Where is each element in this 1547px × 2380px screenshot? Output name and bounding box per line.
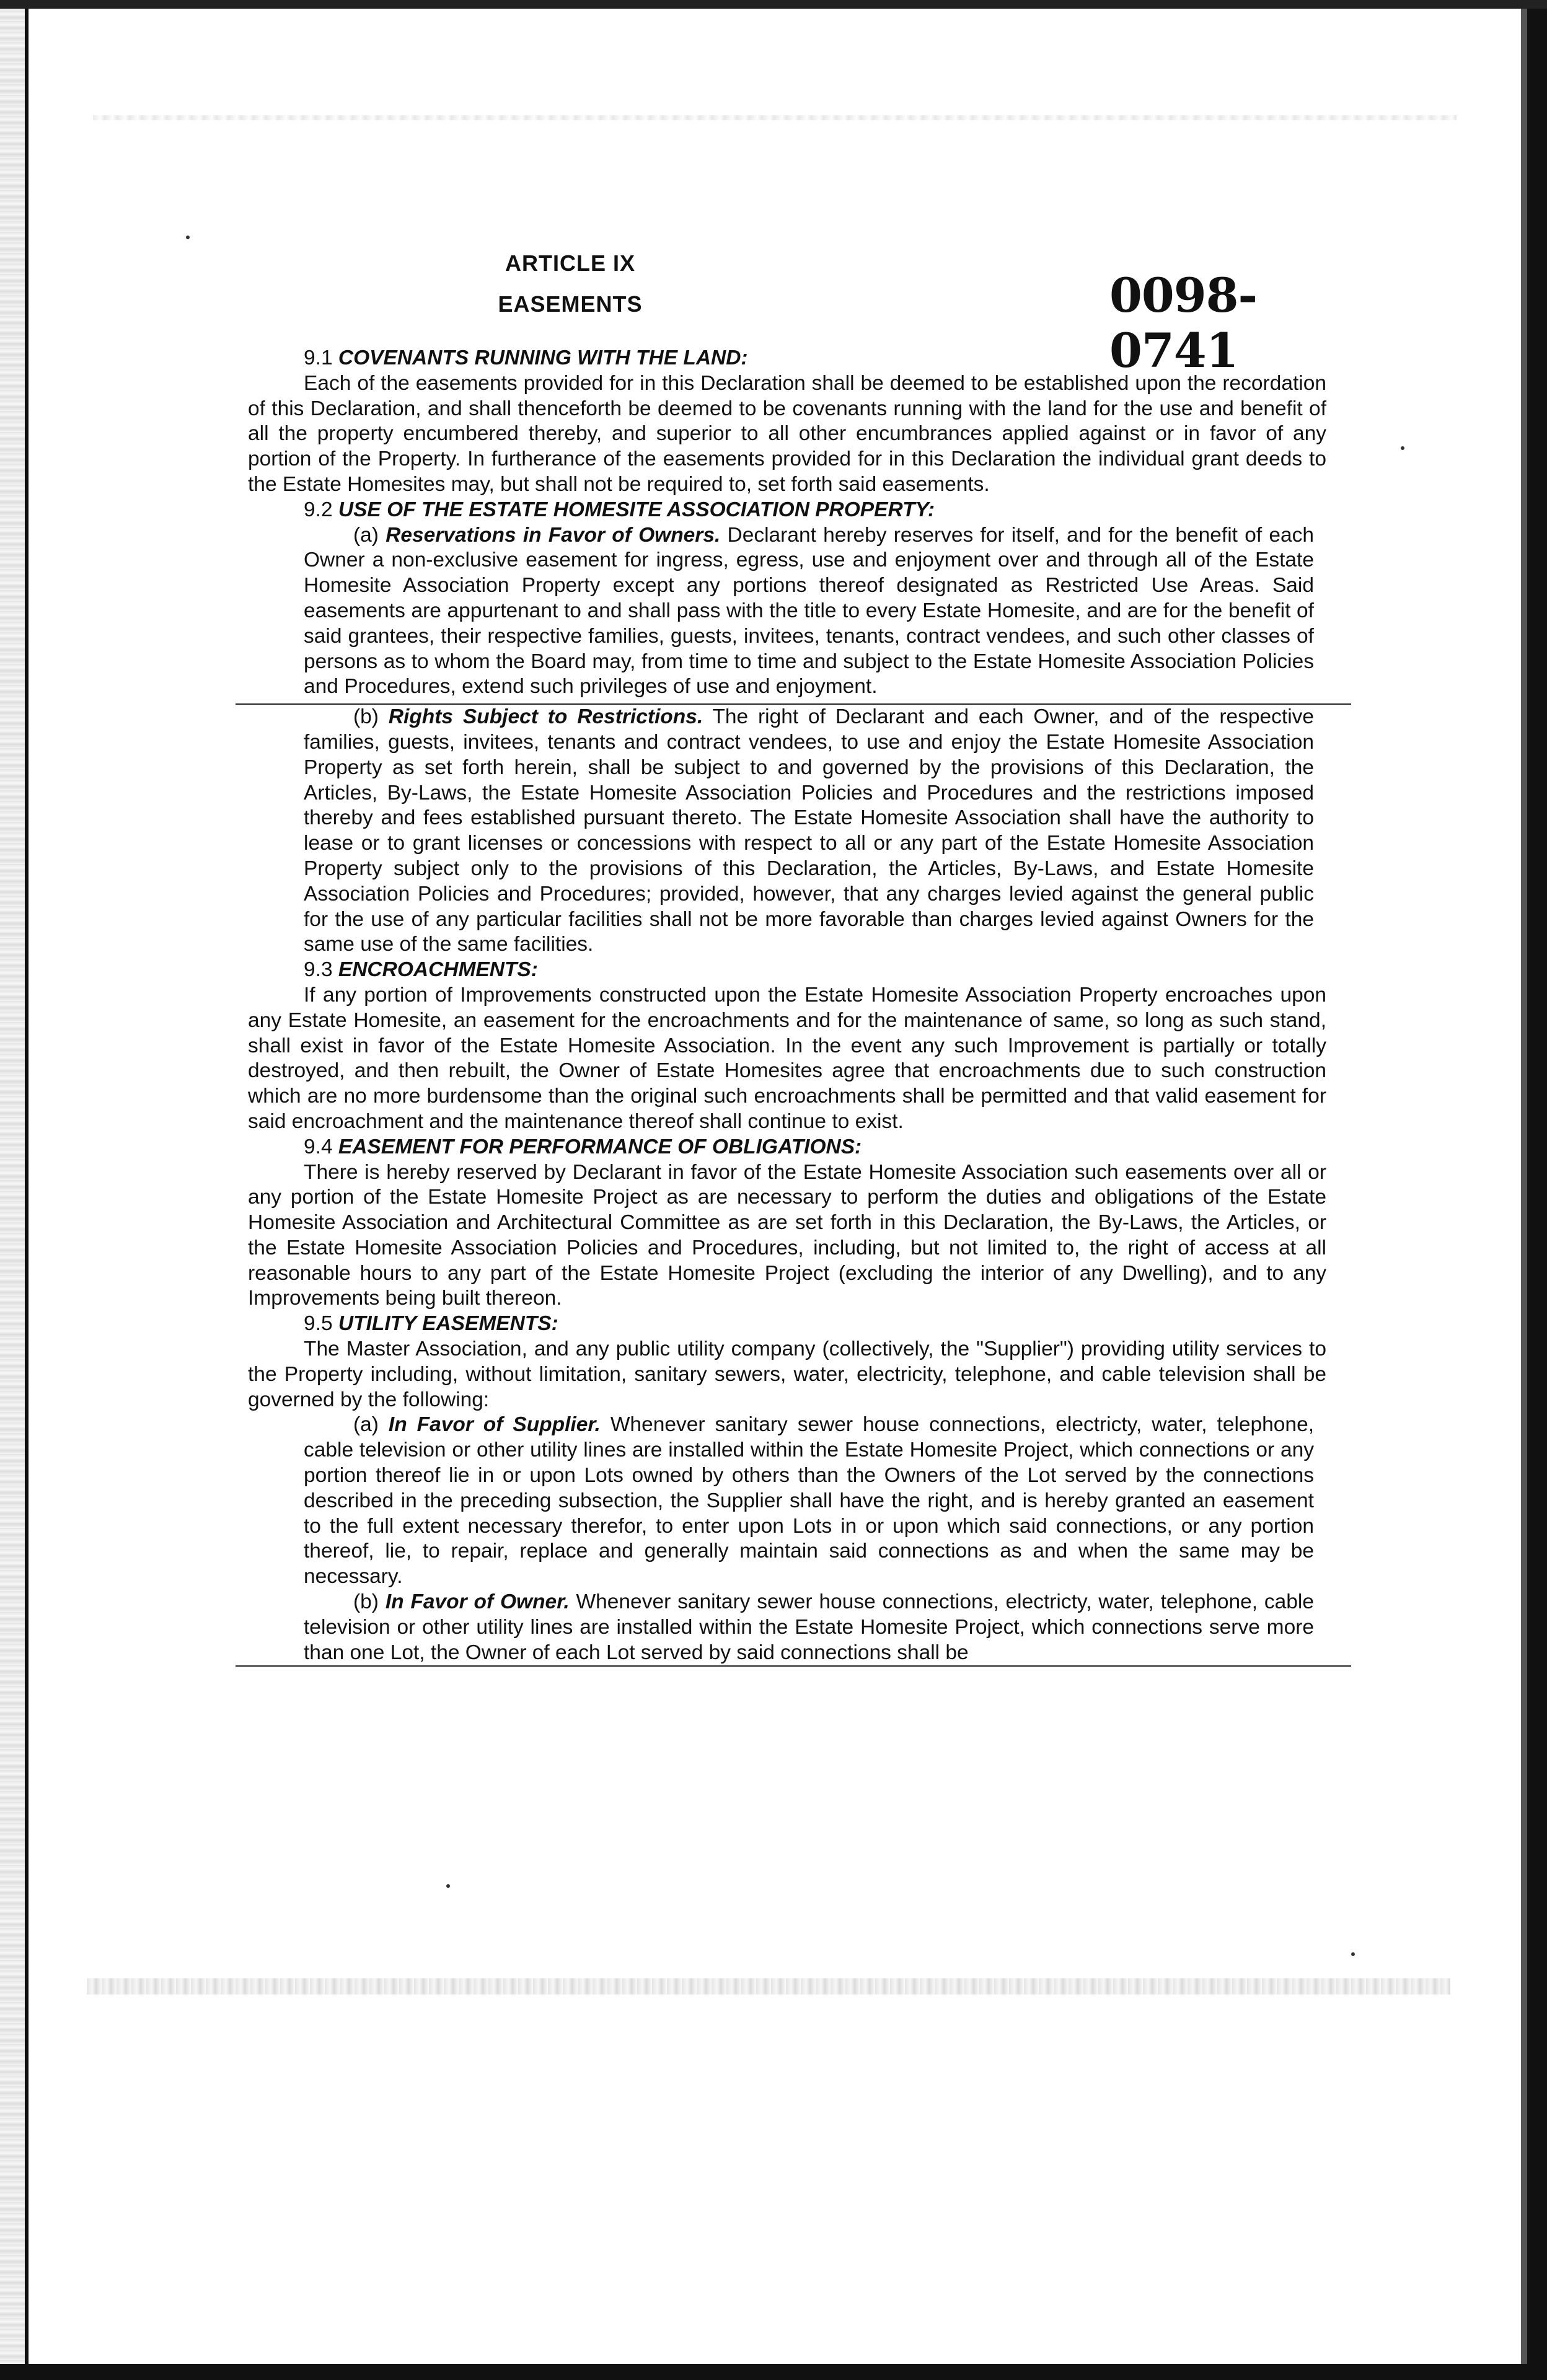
section-9-1-heading xyxy=(248,346,1326,371)
section-9-2-heading xyxy=(248,498,1326,523)
section-9-3-heading xyxy=(248,958,1326,983)
section-number: 9.1 xyxy=(304,346,333,369)
section-heading: EASEMENT FOR PERFORMANCE OF OBLIGATIONS: xyxy=(338,1135,862,1158)
scan-edge-right-inner xyxy=(1521,0,1527,2380)
section-9-4-text: There is hereby reserved by Declarant in favor of the Estate Homesite Association such easements over all or any portion of the Estate Homesite Project as are necessary to perform the duties and obligations of the Estate Homesite Association and Architectural Committee as are set forth in this Declaration, the By-Laws, the Articles, or the Estate Homesite Association Policies and Procedures, including, but not limited to, the right of access at all reasonable hours to any part of the Estate Homesite Project (excluding the interior of any Dwelling), and to any Improvements being built thereon. xyxy=(248,1160,1326,1310)
scan-speck xyxy=(1401,446,1404,450)
article-title: EASEMENTS xyxy=(498,291,643,317)
scan-edge-top xyxy=(0,0,1547,9)
scan-edge-left-noise xyxy=(0,0,25,2380)
scan-edge-bottom xyxy=(0,2364,1547,2380)
bottom-rule xyxy=(236,1665,1351,1667)
scan-edge-right xyxy=(1527,0,1547,2380)
section-9-2-b xyxy=(248,705,1326,958)
subsection-label: (a) xyxy=(353,1413,379,1437)
section-9-5-text: The Master Association, and any public utility company (collectively, the "Supplier") providing utility services to the Property including, without limitation, sanitary sewers, water, electricity, telephone, and cable television shall be governed by the following: xyxy=(248,1338,1326,1411)
document-body xyxy=(248,346,1326,1667)
scan-speck xyxy=(186,236,190,239)
subsection-text: Whenever sanitary sewer house connections, electricty, water, telephone, cable television or other utility lines are installed within the Estate Homesite Project, which connections or any portion thereof lie in or upon Lots owned by others than the Owners of the Lot served by the connections described in the preceding subsection, the Supplier shall have the right, and is hereby granted an easement to the full extent necessary therefor, to enter upon Lots in or upon which said connections, or any portion thereof, lie, to repair, replace and generally maintain said connections as and when the same may be necessary. xyxy=(304,1413,1315,1589)
scan-edge-left xyxy=(25,0,29,2380)
subsection-text: Whenever sanitary sewer house connections, electricty, water, telephone, cable television or other utility lines are installed within the Estate Homesite Project, which connections serve more than one Lot, the Owner of each Lot served by said connections shall be xyxy=(304,1590,1314,1664)
section-9-3-text: If any portion of Improvements constructed upon the Estate Homesite Association Property encroaches upon any Estate Homesite, an easement for the encroachments and for the maintenance of same, so long as such stand, shall exist in favor of the Estate Homesite Association. In the event any such Improvement is partially or totally destroyed, and then rebuilt, the Owner of Estate Homesites agree that encroachments due to such construction which are no more burdensome than the original such encroachments shall be permitted and that valid easement for said encroachment and the maintenance thereof shall continue to exist. xyxy=(248,983,1326,1133)
subsection-text: The right of Declarant and each Owner, and of the respective families, guests, invitees, tenants and contract vendees, to use and enjoy the Estate Homesite Association Property as set forth herein, shall be subject to and governed by the provisions of this Declaration, the Articles, By-Laws, the Estate Homesite Association Policies and Procedures and the restrictions imposed thereby and fees established pursuant thereto. The Estate Homesite Association shall have the authority to lease or to grant licenses or concessions with respect to all or any part of the Estate Homesite Association Property subject only to the provisions of this Declaration, the Articles, By-Laws, and Estate Homesite Association Policies and Procedures; provided, however, that any charges levied against the general public for the use of any particular facilities shall not be more favorable than charges levied against Owners for the same use of the same facilities. xyxy=(304,705,1315,956)
scan-noise-band-bottom xyxy=(87,1978,1450,1994)
subsection-heading: In Favor of Supplier. xyxy=(388,1413,601,1437)
subsection-text: Declarant hereby reserves for itself, and for the benefit of each Owner a non-exclusive easement for ingress, egress, use and enjoyment over and through all of the Estate Homesite Association Property except any portions thereof designated as Restricted Use Areas. Said easements are appurtenant to and shall pass with the title to every Estate Homesite, and are for the benefit of said grantees, their respective families, guests, invitees, tenants, contract vendees, and such other classes of persons as to whom the Board may, from time to time and subject to the Estate Homesite Association Policies and Procedures, extend such privileges of use and enjoyment. xyxy=(304,523,1315,699)
subsection-heading: In Favor of Owner. xyxy=(385,1590,570,1614)
section-9-5-b xyxy=(248,1590,1326,1665)
section-number: 9.4 xyxy=(304,1135,333,1158)
subsection-label: (a) xyxy=(353,523,379,547)
subsection-heading: Rights Subject to Restrictions. xyxy=(388,705,703,729)
document-page xyxy=(248,242,1326,1804)
document-number: 0098-0741 xyxy=(1109,268,1258,378)
section-number: 9.2 xyxy=(304,498,333,521)
section-9-2-a xyxy=(248,523,1326,700)
section-9-4-heading xyxy=(248,1135,1326,1160)
subsection-heading: Reservations in Favor of Owners. xyxy=(386,523,721,547)
article-number: ARTICLE IX xyxy=(505,250,635,276)
scan-speck xyxy=(1351,1952,1355,1956)
scan-speck xyxy=(446,1884,450,1888)
section-9-5-a xyxy=(248,1413,1326,1590)
section-number: 9.5 xyxy=(304,1312,333,1336)
section-heading: COVENANTS RUNNING WITH THE LAND: xyxy=(338,346,748,369)
scan-noise-band-top xyxy=(93,115,1457,120)
section-number: 9.3 xyxy=(304,958,333,982)
subsection-label: (b) xyxy=(353,705,379,729)
section-heading: UTILITY EASEMENTS: xyxy=(338,1312,558,1336)
section-9-1-text: Each of the easements provided for in this Declaration shall be deemed to be established upon the recordation of this Declaration, and shall thenceforth be deemed to be covenants running with the land for the use and benefit of all the property encumbered thereby, and superior to all other encumbrances applied against or in favor of any portion of the Property. In furtherance of the easements provided for in this Declaration the individual grant deeds to the Estate Homesites may, but shall not be required to, set forth said easements. xyxy=(248,371,1326,496)
section-heading: ENCROACHMENTS: xyxy=(338,958,538,982)
section-heading: USE OF THE ESTATE HOMESITE ASSOCIATION PROPERTY: xyxy=(338,498,935,521)
subsection-label: (b) xyxy=(353,1590,379,1614)
section-9-5-heading xyxy=(248,1311,1326,1337)
